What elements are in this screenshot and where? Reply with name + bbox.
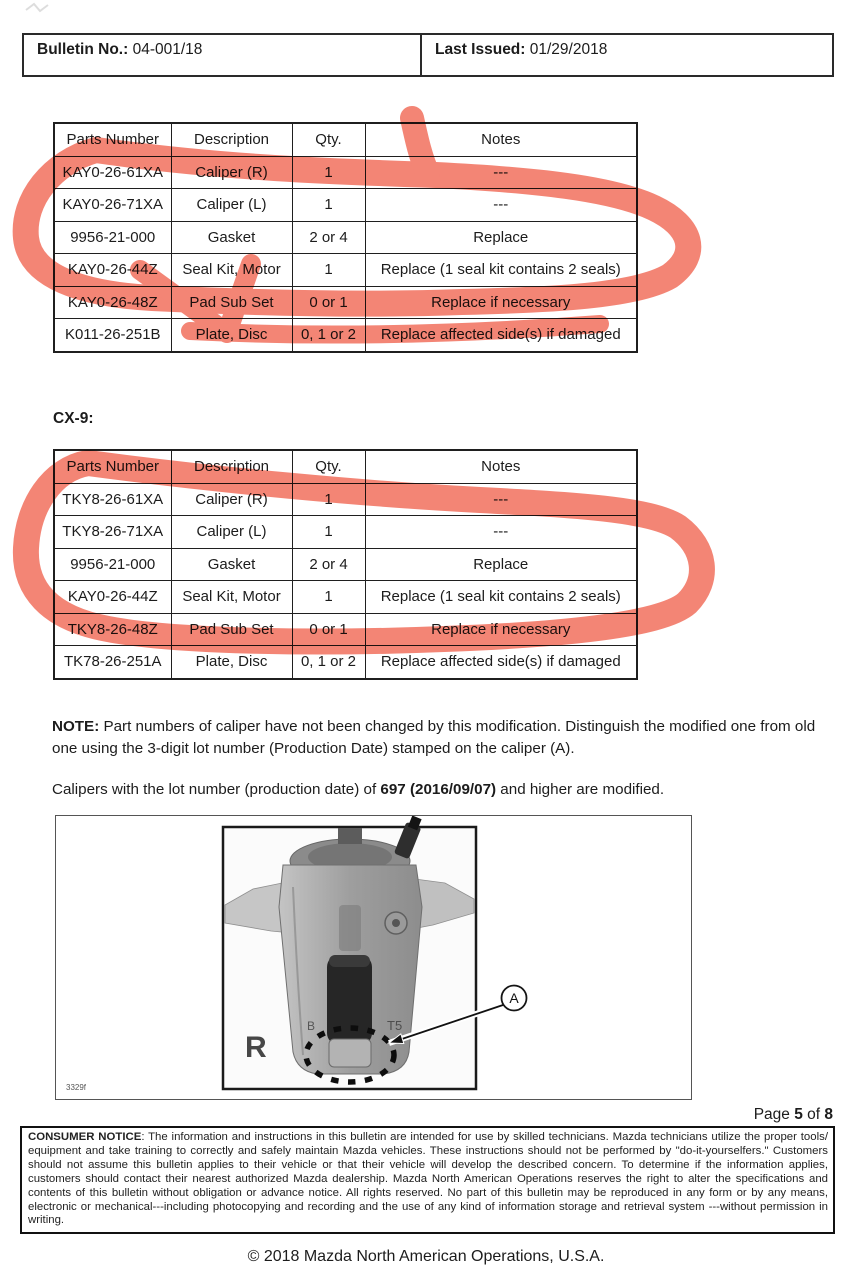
cell-desc: Caliper (R) — [171, 483, 292, 516]
note-label: NOTE: — [52, 718, 100, 735]
table-row — [54, 286, 637, 319]
calipers-lot-bold: 697 (2016/09/07) — [380, 781, 497, 798]
caliper-figure — [55, 815, 692, 1100]
table-row — [54, 516, 637, 549]
page-indicator — [754, 1106, 833, 1124]
cell-notes: Replace (1 seal kit contains 2 seals) — [365, 254, 637, 287]
table-row — [54, 319, 637, 352]
last-issued-label: Last Issued: — [435, 41, 526, 58]
cell-notes: --- — [365, 189, 637, 222]
calipers-lot-prefix: Calipers with the lot number (production date) of — [52, 781, 381, 798]
cell-desc: Plate, Disc — [171, 319, 292, 352]
cell-desc: Pad Sub Set — [171, 613, 292, 646]
table-row — [54, 221, 637, 254]
note-paragraph — [52, 716, 834, 760]
col-notes: Notes — [365, 123, 637, 156]
table-row — [54, 189, 637, 222]
page-word: Page — [753, 1106, 795, 1123]
table-row — [54, 548, 637, 581]
table-row — [54, 483, 637, 516]
cell-part: TKY8-26-61XA — [54, 483, 171, 516]
scan-artifact — [24, 2, 64, 14]
cell-qty: 0 or 1 — [292, 613, 365, 646]
cell-qty: 1 — [292, 516, 365, 549]
page-number: 5 — [794, 1106, 803, 1123]
table-row — [54, 156, 637, 189]
figure-code: 3329f — [66, 1083, 87, 1092]
cell-part: TKY8-26-48Z — [54, 613, 171, 646]
cell-part: KAY0-26-61XA — [54, 156, 171, 189]
note-text: Part numbers of caliper have not been changed by this modification. Distinguish the modified one from old one using the 3-digit lot number (Production Date) stamped on the caliper (A). — [52, 718, 816, 757]
cell-desc: Caliper (L) — [171, 189, 292, 222]
table-header-row — [54, 450, 637, 483]
cell-part: KAY0-26-71XA — [54, 189, 171, 222]
stamp-r: R — [245, 1031, 267, 1064]
table-row — [54, 581, 637, 614]
cell-desc: Caliper (L) — [171, 516, 292, 549]
consumer-notice — [20, 1126, 835, 1234]
col-notes: Notes — [365, 450, 637, 483]
col-parts-number: Parts Number — [54, 450, 171, 483]
stamp-t5: T5 — [387, 1018, 403, 1033]
cell-qty: 1 — [292, 483, 365, 516]
col-qty: Qty. — [292, 123, 365, 156]
cell-notes: Replace affected side(s) if damaged — [365, 319, 637, 352]
table-row — [54, 646, 637, 679]
caliper-illustration — [56, 816, 691, 1099]
last-issued-value: 01/29/2018 — [525, 41, 608, 58]
cell-qty: 0, 1 or 2 — [292, 646, 365, 679]
cell-part: 9956-21-000 — [54, 221, 171, 254]
cell-desc: Pad Sub Set — [171, 286, 292, 319]
cell-qty: 1 — [292, 581, 365, 614]
bulletin-number-cell — [24, 35, 422, 75]
callout-a-label: A — [509, 990, 519, 1006]
table-row — [54, 613, 637, 646]
cell-qty: 1 — [292, 156, 365, 189]
stamp-b: B — [307, 1019, 316, 1033]
cell-part: 9956-21-000 — [54, 548, 171, 581]
cx9-section-label: CX-9: — [53, 410, 94, 427]
cell-qty: 1 — [292, 254, 365, 287]
cell-notes: Replace — [365, 548, 637, 581]
parts-table-first — [53, 122, 638, 353]
consumer-notice-label: CONSUMER NOTICE — [28, 1131, 142, 1143]
cell-desc: Plate, Disc — [171, 646, 292, 679]
consumer-notice-text: : The information and instructions in this bulletin are intended for use by skilled technicians. Mazda technicians utilize the proper tools/ equipment and take training to correctly and safely maintain Mazda vehicles. These instructions should not be performed by "do-it-yourselfers." Customers should not assume this bulletin applies to their vehicle or that their vehicle will develop the described concern. To determine if the information applies, customers should contact their nearest authorized Mazda dealership. Mazda North American Operations reserves the right to alter the specifications and contents of this bulletin without obligation or advance notice. All rights reserved. No part of this bulletin may be reproduced in any form or by any means, electronic or mechanical---including photocopying and recording and the use of any kind of information storage and retrieval system ---without permission in writing. — [28, 1131, 828, 1227]
cell-part: K011-26-251B — [54, 319, 171, 352]
cell-part: KAY0-26-44Z — [54, 254, 171, 287]
calipers-lot-line — [52, 781, 834, 798]
cell-notes: --- — [365, 516, 637, 549]
page-total: 8 — [824, 1106, 833, 1123]
cell-notes: Replace if necessary — [365, 286, 637, 319]
cell-notes: --- — [365, 483, 637, 516]
cell-desc: Seal Kit, Motor — [171, 581, 292, 614]
cell-qty: 1 — [292, 189, 365, 222]
cell-part: TK78-26-251A — [54, 646, 171, 679]
cell-desc: Gasket — [171, 548, 292, 581]
cell-qty: 2 or 4 — [292, 548, 365, 581]
cell-notes: Replace if necessary — [365, 613, 637, 646]
cell-desc: Caliper (R) — [171, 156, 292, 189]
cell-part: KAY0-26-48Z — [54, 286, 171, 319]
col-parts-number: Parts Number — [54, 123, 171, 156]
page-of: of — [802, 1106, 825, 1123]
cell-notes: Replace affected side(s) if damaged — [365, 646, 637, 679]
caliper-photo — [223, 816, 476, 1089]
last-issued-cell — [422, 35, 607, 75]
cell-desc: Seal Kit, Motor — [171, 254, 292, 287]
copyright-line: © 2018 Mazda North American Operations, U.S.A. — [247, 1248, 605, 1265]
cell-qty: 2 or 4 — [292, 221, 365, 254]
table-row — [54, 254, 637, 287]
bulletin-header — [22, 33, 834, 77]
col-qty: Qty. — [292, 450, 365, 483]
cell-notes: --- — [365, 156, 637, 189]
col-description: Description — [171, 123, 292, 156]
calipers-lot-suffix: and higher are modified. — [496, 781, 665, 798]
col-description: Description — [171, 450, 292, 483]
bulletin-number-label: Bulletin No.: — [37, 41, 129, 58]
cell-part: TKY8-26-71XA — [54, 516, 171, 549]
cell-desc: Gasket — [171, 221, 292, 254]
cell-qty: 0, 1 or 2 — [292, 319, 365, 352]
bulletin-number-value: 04-001/18 — [128, 41, 203, 58]
cell-part: KAY0-26-44Z — [54, 581, 171, 614]
parts-table-cx9 — [53, 449, 638, 680]
table-header-row — [54, 123, 637, 156]
cell-qty: 0 or 1 — [292, 286, 365, 319]
cell-notes: Replace — [365, 221, 637, 254]
cell-notes: Replace (1 seal kit contains 2 seals) — [365, 581, 637, 614]
